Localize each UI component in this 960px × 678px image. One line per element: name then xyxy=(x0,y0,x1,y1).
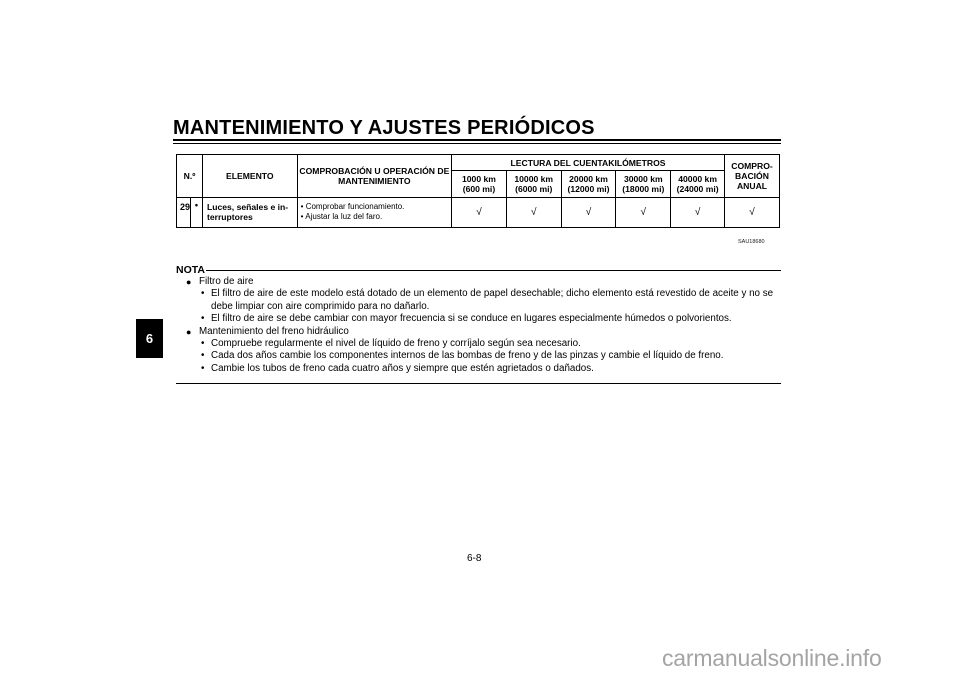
header-interval: 1000 km (600 mi) xyxy=(452,171,507,198)
row-number: 29 xyxy=(177,198,191,228)
operation-item: • Comprobar funcionamiento. xyxy=(300,202,405,211)
nota-section xyxy=(186,276,784,288)
check-mark: √ xyxy=(561,198,616,228)
nota-item xyxy=(201,350,784,362)
nota-item xyxy=(201,363,784,375)
header-interval: 40000 km (24000 mi) xyxy=(671,171,725,198)
section-code: SAU18680 xyxy=(738,239,765,245)
header-element: ELEMENTO xyxy=(202,155,297,198)
nota-section-title: Filtro de aire xyxy=(199,276,254,287)
nota-bottom-rule xyxy=(176,383,781,384)
table-row xyxy=(177,198,780,228)
watermark[interactable]: carmanualsonline.info xyxy=(662,645,882,671)
check-mark: √ xyxy=(452,198,507,228)
nota-rule xyxy=(206,270,781,271)
row-element: Luces, señales e in- terruptores xyxy=(202,198,297,228)
header-num: N.º xyxy=(177,155,203,198)
header-interval: 10000 km (6000 mi) xyxy=(506,171,561,198)
header-interval: 20000 km (12000 mi) xyxy=(561,171,616,198)
nota-item xyxy=(201,288,784,313)
bullet-icon: • xyxy=(201,338,205,350)
operation-item: • Ajustar la luz del faro. xyxy=(300,212,383,221)
title-rule-thin xyxy=(173,143,781,144)
nota-item-text: El filtro de aire se debe cambiar con mayor frecuencia si se conduce en lugares especialmente húmedos o polvorientos. xyxy=(211,313,732,325)
header-annual: COMPRO- BACIÓN ANUAL xyxy=(725,155,780,198)
header-operation: COMPROBACIÓN U OPERACIÓN DE MANTENIMIENTO xyxy=(297,155,451,198)
page-number: 6-8 xyxy=(467,553,482,564)
bullet-circle-icon: ● xyxy=(186,277,192,287)
header-odometer: LECTURA DEL CUENTAKILÓMETROS xyxy=(452,155,725,171)
bullet-icon: • xyxy=(201,288,205,300)
bullet-icon: • xyxy=(201,362,205,374)
check-mark: √ xyxy=(616,198,671,228)
check-mark: √ xyxy=(725,198,780,228)
row-marker: • xyxy=(191,198,203,228)
nota-item xyxy=(201,313,784,325)
bullet-icon: • xyxy=(201,350,205,362)
nota-section xyxy=(186,326,784,338)
nota-label: NOTA xyxy=(176,264,205,276)
bullet-icon: • xyxy=(201,313,205,325)
nota-section-title: Mantenimiento del freno hidráulico xyxy=(199,325,349,337)
nota-item-text: Compruebe regularmente el nivel de líquido de freno y corríjalo según sea necesario. xyxy=(211,338,581,350)
page-title: MANTENIMIENTO Y AJUSTES PERIÓDICOS xyxy=(173,117,595,139)
row-operations xyxy=(297,198,451,228)
maintenance-table xyxy=(176,154,780,228)
check-mark: √ xyxy=(671,198,725,228)
nota-item xyxy=(201,338,784,350)
title-rule xyxy=(173,139,781,141)
chapter-tab[interactable]: 6 xyxy=(136,319,163,358)
bullet-circle-icon: ● xyxy=(186,326,192,337)
nota-item-text: El filtro de aire de este modelo está dotado de un elemento de papel desechable; dicho elemento está revestido de aceite y no se debe limpiar con aire comprimido para no dañarlo. xyxy=(211,288,774,312)
nota-item-text: Cambie los tubos de freno cada cuatro años y siempre que estén agrietados o dañados. xyxy=(211,362,594,374)
nota-content xyxy=(186,276,784,375)
nota-item-text: Cada dos años cambie los componentes internos de las bombas de freno y de las pinzas y cambie el líquido de freno. xyxy=(211,350,724,362)
header-interval: 30000 km (18000 mi) xyxy=(616,171,671,198)
check-mark: √ xyxy=(506,198,561,228)
